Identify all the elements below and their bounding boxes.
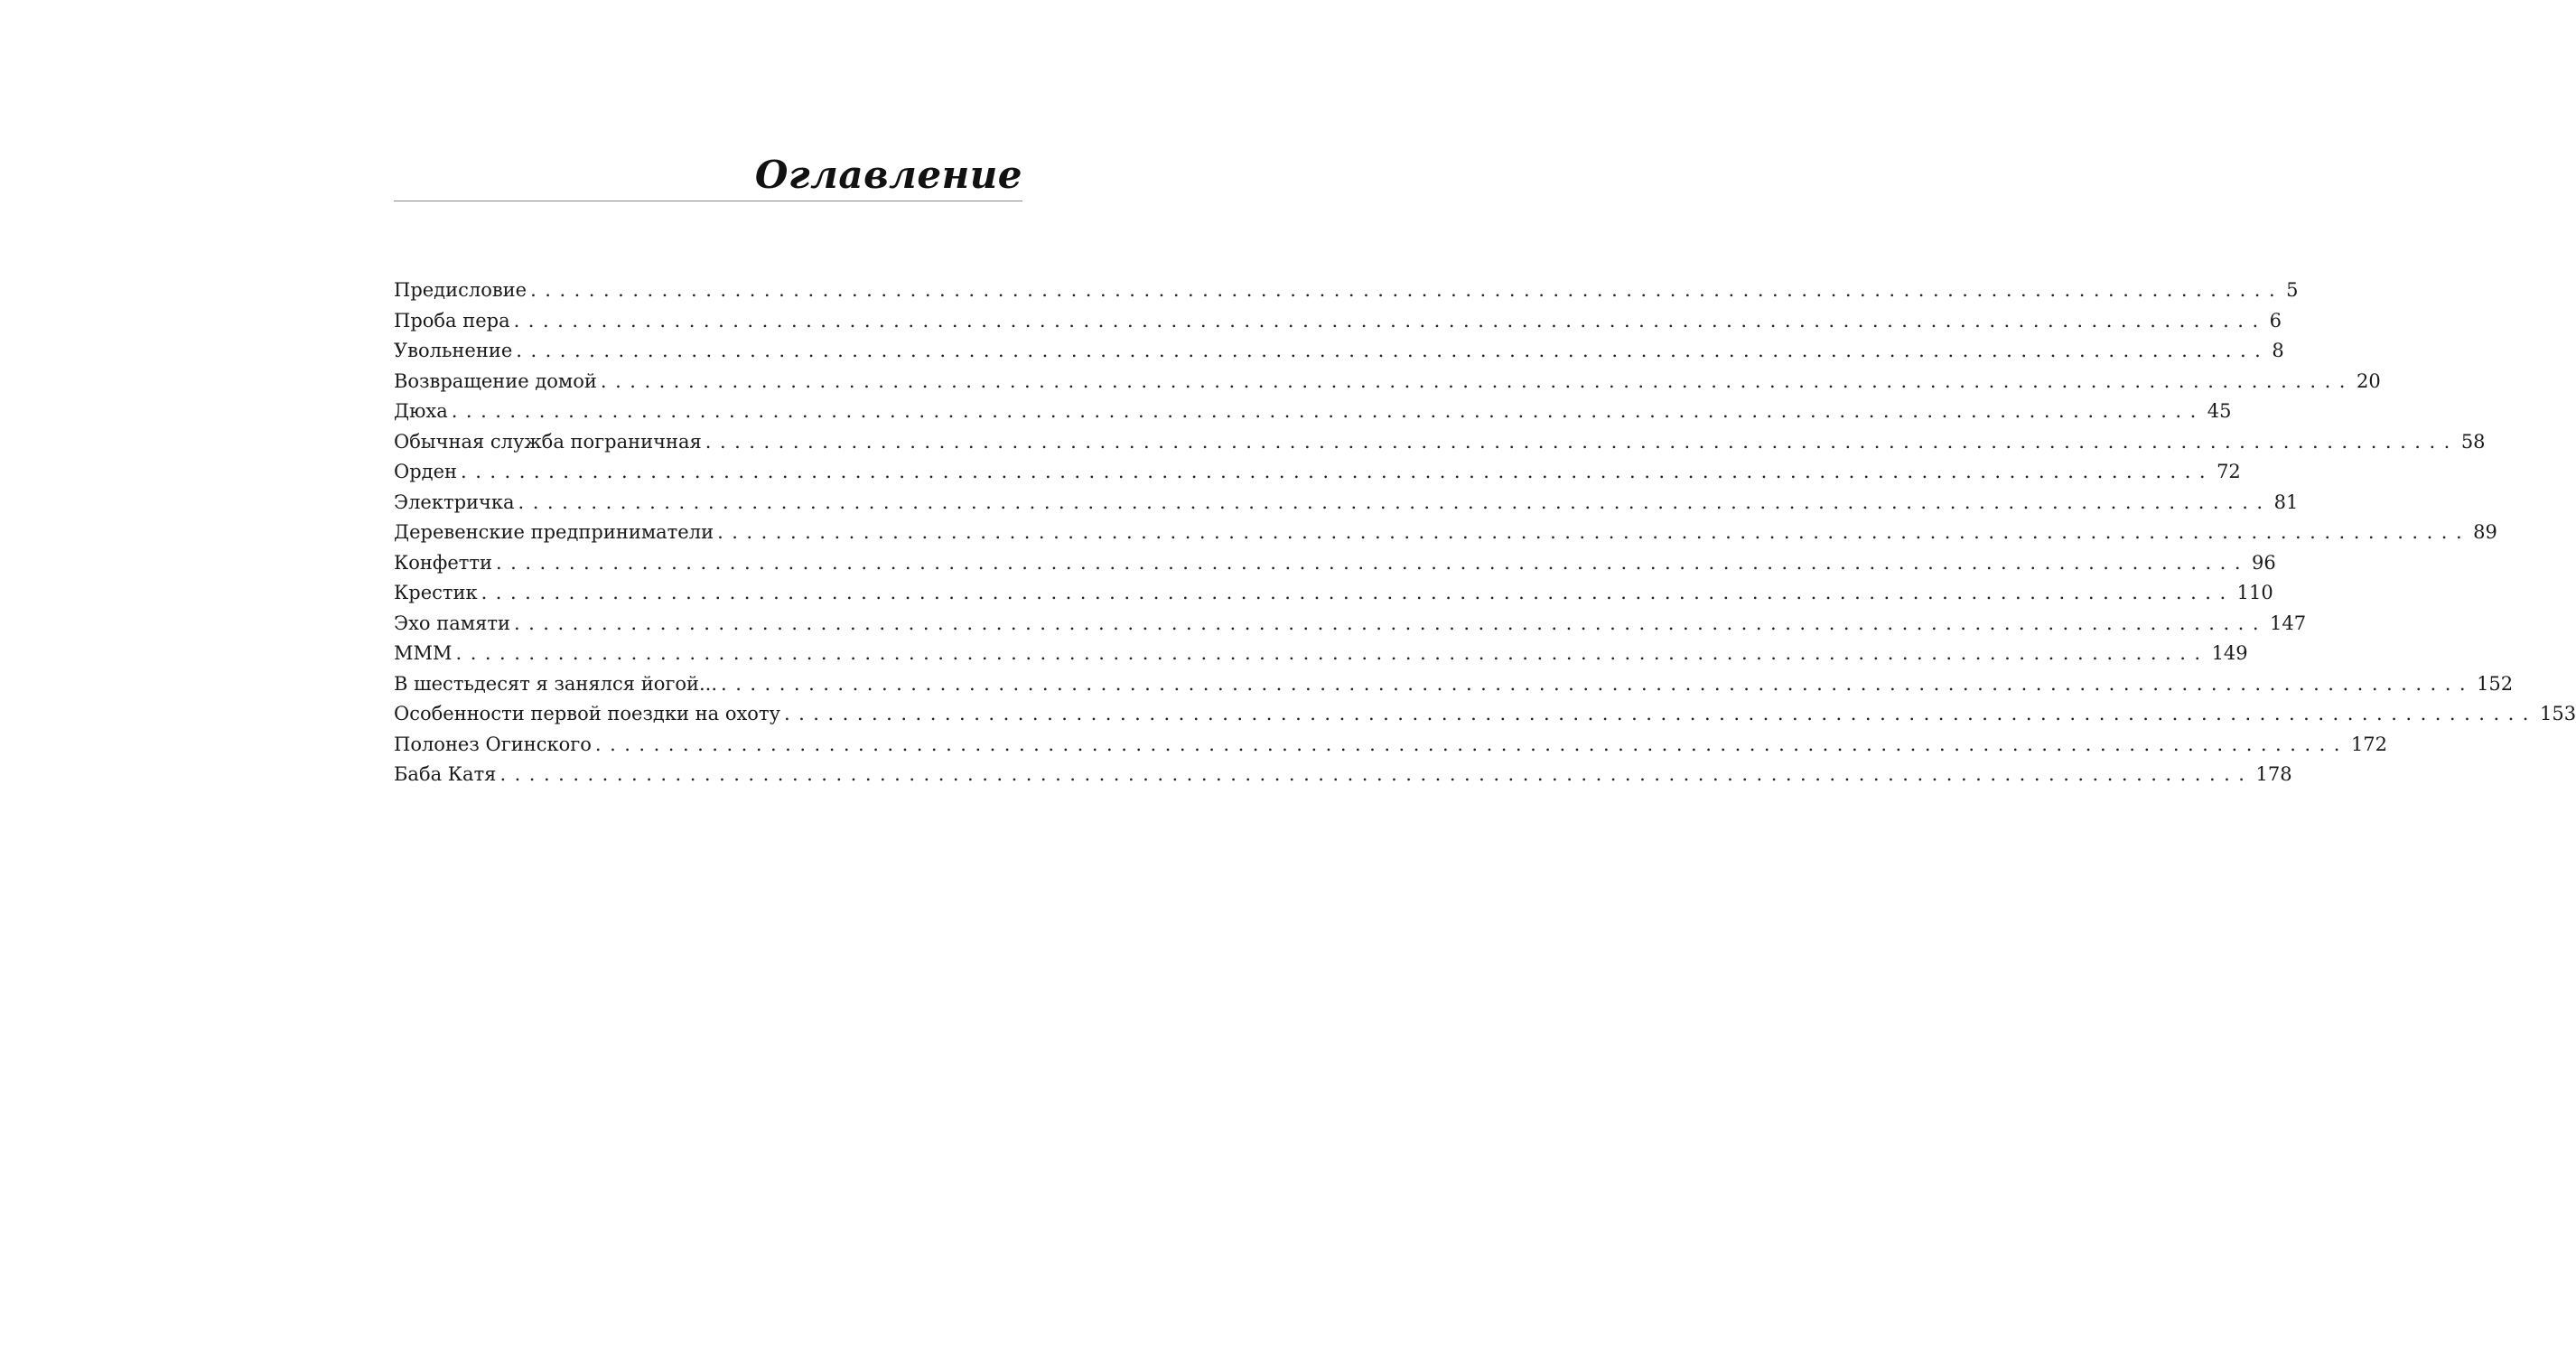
toc-entry-page: 96 — [2252, 551, 2276, 574]
toc-entry — [394, 306, 2282, 337]
toc-entry-page: 149 — [2211, 642, 2248, 664]
dot-leader: ........................................................................................................................ — [516, 340, 2270, 361]
toc-entry — [394, 367, 2381, 397]
toc-entry — [394, 488, 2299, 519]
toc-entry-page: 178 — [2255, 763, 2292, 785]
toc-entry — [394, 609, 2307, 640]
toc-entry-page: 110 — [2236, 582, 2273, 603]
toc-entry — [394, 699, 2576, 730]
toc-entry-page: 6 — [2269, 309, 2282, 332]
page-title: Оглавление — [754, 153, 1022, 197]
toc-entry-title: Дюха — [394, 400, 448, 422]
toc-entry-page: 5 — [2286, 279, 2299, 301]
toc-entry — [394, 578, 2273, 609]
toc-entry-title: Крестик — [394, 582, 478, 603]
toc-entry-page: 147 — [2270, 612, 2307, 634]
dot-leader: ........................................................................................................................ — [461, 461, 2215, 482]
toc-entry-page: 20 — [2356, 369, 2381, 392]
toc-entry-title: Эхо памяти — [394, 612, 510, 634]
toc-entry-page: 153 — [2539, 703, 2576, 724]
toc-entry — [394, 639, 2248, 669]
dot-leader: ........................................................................................................................ — [499, 763, 2254, 785]
toc-entry-page: 8 — [2272, 340, 2284, 361]
toc-entry-page: 152 — [2477, 672, 2514, 695]
toc-entry-title: Конфетти — [394, 551, 492, 574]
dot-leader: ........................................................................................................................ — [496, 551, 2250, 574]
dot-leader: ........................................................................................................................ — [594, 733, 2348, 755]
toc-entry-page: 58 — [2460, 430, 2486, 453]
toc-entry-title: Увольнение — [394, 340, 513, 361]
toc-entry-page: 81 — [2273, 491, 2299, 513]
toc-entry — [394, 730, 2388, 761]
toc-entry — [394, 548, 2276, 579]
toc-entry — [394, 427, 2486, 458]
toc-entry-title: МММ — [394, 642, 453, 664]
toc-entry — [394, 518, 2497, 548]
toc-entry-page: 72 — [2217, 461, 2241, 482]
dot-leader: ........................................................................................................................ — [600, 369, 2354, 392]
toc-entry-title: Обычная служба пограничная — [394, 430, 702, 453]
dot-leader: ........................................................................................................................ — [783, 703, 2537, 724]
toc-entry — [394, 760, 2292, 790]
toc-entry-title: Электричка — [394, 491, 515, 513]
toc-entry-title: Орден — [394, 461, 458, 482]
toc-entry-title: Особенности первой поездки на охоту — [394, 703, 780, 724]
dot-leader: ........................................................................................................................ — [721, 672, 2475, 695]
dot-leader: ........................................................................................................................ — [513, 309, 2267, 332]
dot-leader: ........................................................................................................................ — [451, 400, 2205, 422]
toc-entry-title: Возвращение домой — [394, 369, 597, 392]
toc-entry-title: Предисловие — [394, 279, 527, 301]
toc-entry-page: 172 — [2350, 733, 2388, 755]
toc-entry — [394, 336, 2284, 367]
dot-leader: ........................................................................................................................ — [717, 521, 2471, 543]
toc-entry — [394, 276, 2299, 306]
toc-entry-title: Баба Катя — [394, 763, 497, 785]
dot-leader: ........................................................................................................................ — [518, 491, 2272, 513]
toc-entry — [394, 669, 2514, 700]
dot-leader: ........................................................................................................................ — [481, 582, 2235, 603]
toc-entry-page: 45 — [2207, 400, 2232, 422]
toc-entry-title: Проба пера — [394, 309, 510, 332]
table-of-contents — [394, 276, 2576, 790]
dot-leader: ........................................................................................................................ — [455, 642, 2209, 664]
toc-entry — [394, 397, 2232, 427]
toc-entry — [394, 457, 2241, 488]
toc-entry-title: Полонез Огинского — [394, 733, 592, 755]
dot-leader: ........................................................................................................................ — [530, 279, 2284, 301]
dot-leader: ........................................................................................................................ — [513, 612, 2267, 634]
toc-entry-title: В шестьдесят я занялся йогой... — [394, 672, 718, 695]
toc-entry-title: Деревенские предприниматели — [394, 521, 714, 543]
toc-entry-page: 89 — [2473, 521, 2497, 543]
dot-leader: ........................................................................................................................ — [705, 430, 2459, 453]
